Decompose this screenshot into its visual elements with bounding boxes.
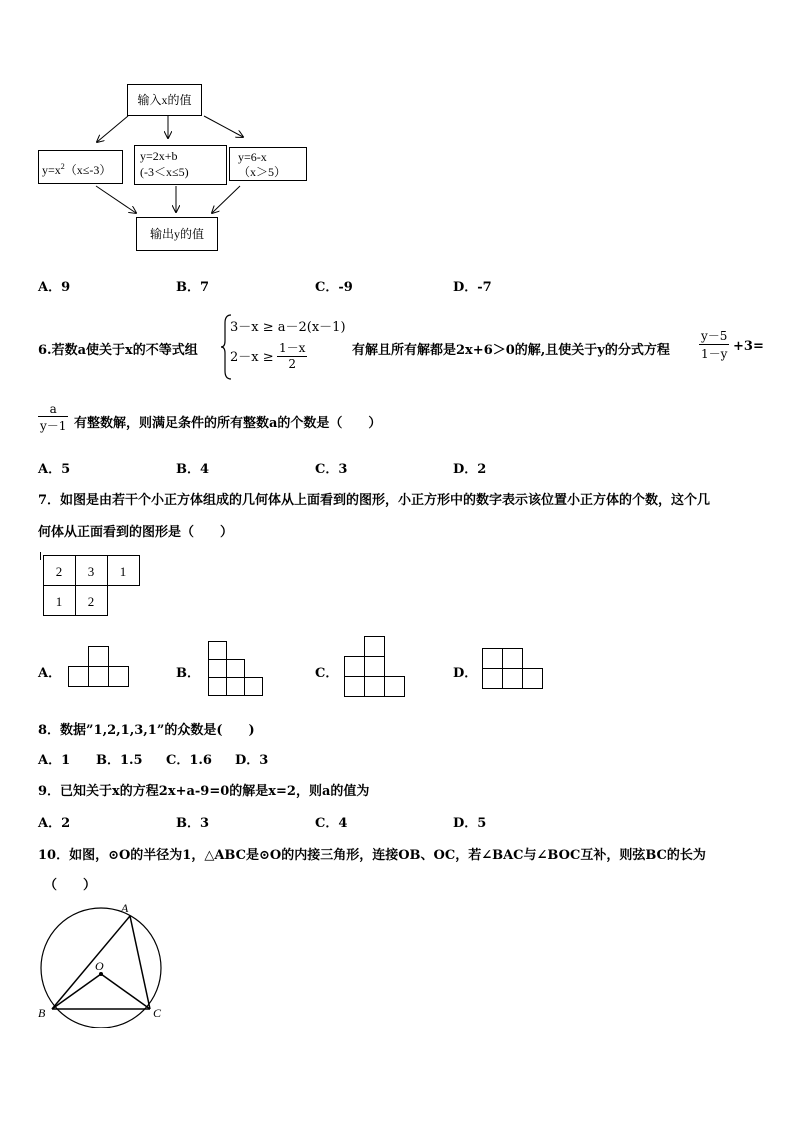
q7-top-view-grid	[40, 552, 150, 622]
q6-equation-fraction	[699, 327, 729, 362]
label-c: C	[153, 1006, 162, 1020]
q8-option-b[interactable]: B．1.5	[96, 753, 143, 768]
flowchart-arrows	[0, 0, 794, 260]
q6-line2-text: 有整数解，则满足条件的所有整数a的个数是（ ）	[74, 416, 382, 431]
segment-oc	[101, 974, 150, 1009]
q6-line2-denominator: y－1	[40, 419, 67, 433]
q6-eq-tail: +3=	[733, 339, 764, 354]
arrow-right-output	[212, 186, 240, 213]
q7-option-b-figure[interactable]	[208, 641, 268, 697]
q6-ineq2-denominator: 2	[288, 357, 297, 371]
flowchart-input-label: 输入x的值	[137, 93, 192, 107]
q6-ineq2-numerator: 1－x	[279, 341, 306, 355]
grid-cell-r1c3: 1	[119, 564, 127, 579]
grid-cell-r1c2: 3	[87, 564, 95, 579]
arrow-input-left	[97, 116, 128, 142]
grid-cell-r2c1: 1	[55, 594, 63, 609]
q6-eq-numerator: y－5	[701, 329, 728, 343]
q9-option-d[interactable]: D．5	[453, 816, 487, 831]
q7-option-c-figure[interactable]	[344, 636, 410, 698]
grid-cell-r2c2: 2	[87, 594, 95, 609]
flowchart-left-sup: 2	[60, 162, 65, 171]
q9-option-b[interactable]: B．3	[176, 816, 210, 831]
q5-option-b[interactable]: B．7	[176, 280, 210, 295]
arrow-input-right	[204, 116, 243, 137]
q7-line1: 7．如图是由若干个小正方体组成的几何体从上面看到的图形，小正方形中的数字表示该位置小正方体的个数，这个几	[38, 493, 711, 508]
q9-text: 9．已知关于x的方程2x+a-9=0的解是x=2，则a的值为	[38, 784, 370, 799]
q8-option-c[interactable]: C．1.6	[166, 753, 212, 768]
flowchart-left-cond: （x≤-3）	[64, 163, 112, 177]
flowchart-right-line1: y=6-x	[238, 150, 267, 164]
q9-option-a[interactable]: A．2	[38, 816, 71, 831]
q6-lead: 6.若数a使关于x的不等式组	[38, 343, 198, 358]
q7-option-a-label[interactable]: A．	[38, 666, 62, 681]
q7-line2: 何体从正面看到的图形是（ ）	[38, 525, 234, 540]
q10-line1: 10．如图，⊙O的半径为1，△ABC是⊙O的内接三角形，连接OB、OC，若∠BAC与∠BOC互补，则弦BC的长为	[38, 848, 706, 863]
q7-option-d-figure[interactable]	[482, 648, 548, 690]
q7-option-d-label[interactable]: D．	[453, 666, 478, 681]
label-o: O	[95, 959, 104, 973]
q6-mid-text: 有解且所有解都是2x+6＞0的解,且使关于y的分式方程	[352, 343, 670, 358]
arrow-left-output	[96, 186, 136, 213]
q7-option-a-figure[interactable]	[68, 646, 132, 688]
label-a: A	[121, 901, 129, 915]
q6-inequality-2-fraction	[277, 339, 307, 371]
segment-ab	[52, 916, 130, 1009]
q7-option-b-label[interactable]: B．	[176, 666, 200, 681]
q8-text: 8．数据”1,2,1,3,1”的众数是( )	[38, 723, 255, 738]
q10-line2: （ ）	[44, 878, 97, 893]
q5-option-d[interactable]: D．-7	[453, 280, 492, 295]
q6-option-b[interactable]: B．4	[176, 462, 210, 477]
q8-option-d[interactable]: D．3	[235, 753, 269, 768]
q9-option-c[interactable]: C．4	[315, 816, 348, 831]
flowchart-output-label: 输出y的值	[149, 227, 204, 241]
q6-option-d[interactable]: D．2	[453, 462, 487, 477]
q6-eq-denominator: 1－y	[701, 347, 728, 361]
q6-option-a[interactable]: A．5	[38, 462, 71, 477]
q6-line2-fraction	[38, 402, 68, 434]
flowchart-mid-line1: y=2x+b	[140, 149, 178, 163]
grid-cell-r1c1: 2	[55, 564, 63, 579]
q6-inequality-2-left: 2－x ≥	[230, 350, 274, 365]
flowchart-mid-line2: (-3＜x≤5)	[140, 165, 189, 179]
flowchart-left-formula: y=x	[42, 163, 61, 177]
q5-option-a[interactable]: A．9	[38, 280, 71, 295]
q7-option-c-label[interactable]: C．	[315, 666, 339, 681]
q6-line2-numerator: a	[38, 402, 68, 417]
q8-option-a[interactable]: A．1	[38, 753, 71, 768]
q5-option-c[interactable]: C．-9	[315, 280, 353, 295]
flowchart-right-line2: （x＞5）	[238, 165, 287, 179]
q6-inequality-1: 3－x ≥ a－2(x－1)	[230, 320, 346, 335]
q10-circle-figure	[32, 898, 172, 1028]
q6-option-c[interactable]: C．3	[315, 462, 348, 477]
label-b: B	[38, 1006, 46, 1020]
